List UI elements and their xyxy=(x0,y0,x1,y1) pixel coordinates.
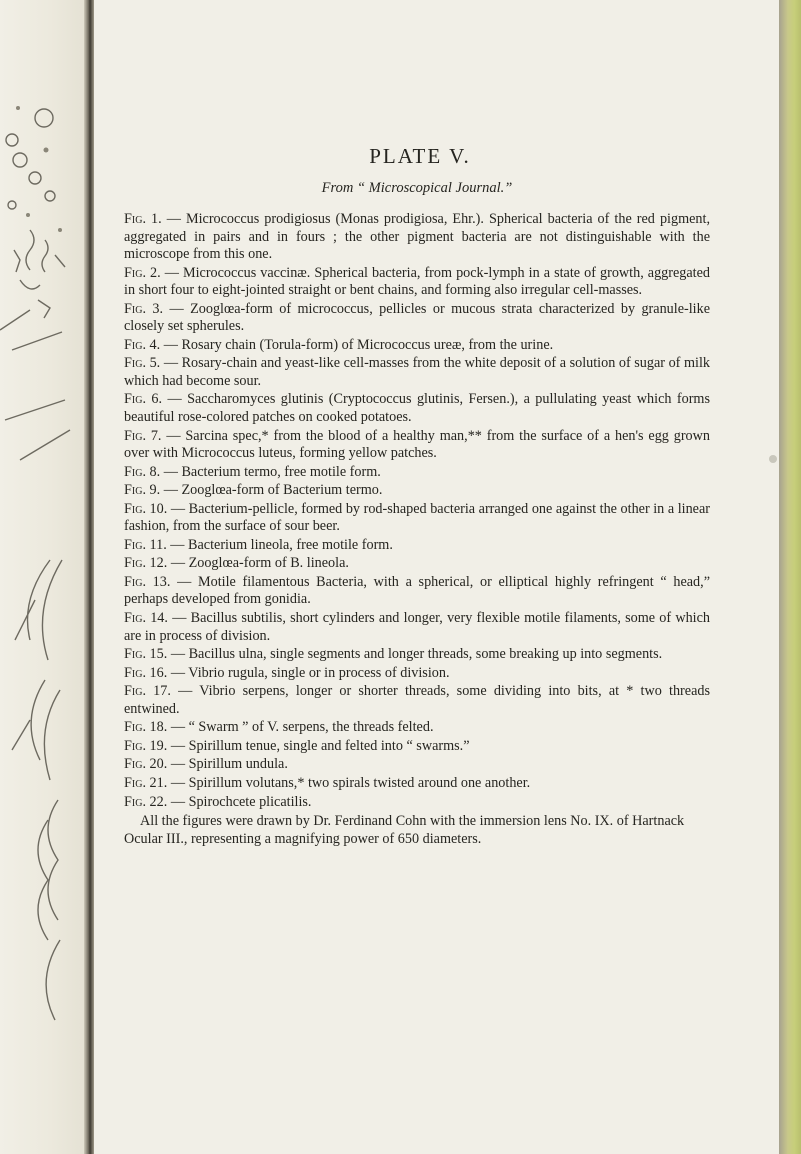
figure-caption xyxy=(124,683,710,718)
figure-label: Fig. 11. xyxy=(124,536,167,553)
figure-description: — Zooglœa-form of micrococcus, pellicles or mucous strata characterized by granule-like closely set spherules. xyxy=(124,300,711,335)
figure-description: — Spirillum tenue, single and felted into “ swarms.” xyxy=(170,737,470,754)
figure-caption xyxy=(124,574,710,609)
figure-description: — Rosary chain (Torula-form) of Micrococcus ureæ, from the urine. xyxy=(163,336,554,353)
book-gutter xyxy=(84,0,94,1154)
figure-caption xyxy=(124,355,710,390)
figure-caption xyxy=(124,501,710,536)
paper-blemish xyxy=(769,455,777,463)
figure-caption xyxy=(124,391,710,426)
figure-description: — Bacterium lineola, free motile form. xyxy=(170,536,393,553)
figure-caption xyxy=(124,301,710,336)
plate-title: PLATE V. xyxy=(369,144,471,168)
left-page-bleed xyxy=(0,0,92,1154)
figure-description: — Motile filamentous Bacteria, with a spherical, or elliptical highly refringent “ head,” perhaps developed from gonidia. xyxy=(124,573,710,608)
figure-caption xyxy=(124,738,710,756)
figure-label: Fig. 15. xyxy=(124,646,168,663)
figure-description: — Bacterium-pellicle, formed by rod-shaped bacteria arranged one against the other in a linear fashion, from the surface of sour beer. xyxy=(124,500,711,535)
figure-label: Fig. 14. xyxy=(124,610,168,627)
figure-description: — “ Swarm ” of V. serpens, the threads felted. xyxy=(170,719,434,736)
figure-description: — Micrococcus prodigiosus (Monas prodigiosa, Ehr.). Spherical bacteria of the red pigment, aggregated in pairs and in fours ; the other pigment bacteria are not distinguishable with the microscope from this one. xyxy=(124,211,710,263)
figure-label: Fig. 21. xyxy=(124,774,168,791)
figure-label: Fig. 1. xyxy=(124,211,162,227)
figure-description: — Spirochcete plicatilis. xyxy=(170,793,312,810)
figure-label: Fig. 6. xyxy=(124,391,163,408)
figure-label: Fig. 4. xyxy=(124,336,161,353)
figure-description: — Spirillum undula. xyxy=(170,756,288,773)
figure-caption xyxy=(124,211,710,264)
figure-caption xyxy=(124,428,710,463)
figure-caption xyxy=(124,537,710,555)
figure-description: — Zooglœa-form of B. lineola. xyxy=(170,555,349,572)
figure-label: Fig. 9. xyxy=(124,482,161,499)
figure-description: — Vibrio serpens, longer or shorter threads, some dividing into bits, at * two threads entwined. xyxy=(124,683,710,717)
document-page xyxy=(94,0,779,1154)
figure-label: Fig. 8. xyxy=(124,463,161,480)
figure-label: Fig. 16. xyxy=(124,664,168,681)
figure-description: — Bacillus subtilis, short cylinders and longer, very flexible motile filaments, some of which are in process of division. xyxy=(124,610,710,644)
figure-label: Fig. 22. xyxy=(124,793,168,810)
figure-caption xyxy=(124,265,710,300)
figure-label: Fig. 20. xyxy=(124,756,168,773)
figure-description: — Saccharomyces glutinis (Cryptococcus glutinis, Fersen.), a pullulating yeast which forms beautiful rose-colored patches on cooked potatoes. xyxy=(124,391,710,426)
figure-label: Fig. 2. xyxy=(124,264,161,281)
figure-description: — Bacillus ulna, single segments and longer threads, some breaking up into segments. xyxy=(170,646,663,663)
figure-caption xyxy=(124,646,710,664)
figure-description: — Zooglœa-form of Bacterium termo. xyxy=(163,482,383,499)
figure-label: Fig. 17. xyxy=(124,683,171,700)
figure-caption xyxy=(124,610,710,645)
figure-list xyxy=(124,211,710,811)
figure-caption xyxy=(124,482,710,500)
figure-label: Fig. 3. xyxy=(124,300,164,317)
figure-label: Fig. 19. xyxy=(124,737,168,754)
figure-description: — Rosary-chain and yeast-like cell-masses from the white deposit of a solution of sugar of milk which had become sour. xyxy=(124,355,711,389)
figure-label: Fig. 18. xyxy=(124,719,168,736)
figure-description: — Spirillum volutans,* two spirals twisted around one another. xyxy=(170,774,531,791)
figure-caption xyxy=(124,775,710,793)
right-page-edge xyxy=(779,0,801,1154)
bleed-through-figures-icon xyxy=(0,0,92,1154)
figure-label: Fig. 10. xyxy=(124,500,168,517)
figure-caption xyxy=(124,665,710,683)
figure-caption xyxy=(124,719,710,737)
figure-caption xyxy=(124,464,710,482)
figure-description: — Bacterium termo, free motile form. xyxy=(163,463,381,480)
figure-description: — Micrococcus vaccinæ. Spherical bacteria, from pock-lymph in a state of growth, aggregated in short four to eight-jointed straight or bent chains, and forming also irregular cell-masses. xyxy=(124,264,711,299)
figure-description: — Sarcina spec,* from the blood of a healthy man,** from the surface of a hen's egg grown over with Micrococcus luteus, forming yellow patches. xyxy=(124,427,710,462)
figure-label: Fig. 7. xyxy=(124,427,162,444)
figure-description: — Vibrio rugula, single or in process of division. xyxy=(170,664,450,681)
figure-caption xyxy=(124,555,710,573)
plate-text-block xyxy=(124,143,710,848)
plate-footer-note: All the figures were drawn by Dr. Ferdinand Cohn with the immersion lens No. IX. of Hartnack Ocular III., representing a magnifying power of 650 diameters. xyxy=(124,813,685,847)
figure-caption xyxy=(124,794,710,812)
figure-caption xyxy=(124,756,710,774)
figure-label: Fig. 13. xyxy=(124,573,171,590)
figure-label: Fig. 5. xyxy=(124,355,161,372)
figure-caption xyxy=(124,337,710,355)
figure-label: Fig. 12. xyxy=(124,555,168,572)
plate-subtitle: From “ Microscopical Journal.” xyxy=(321,180,513,196)
